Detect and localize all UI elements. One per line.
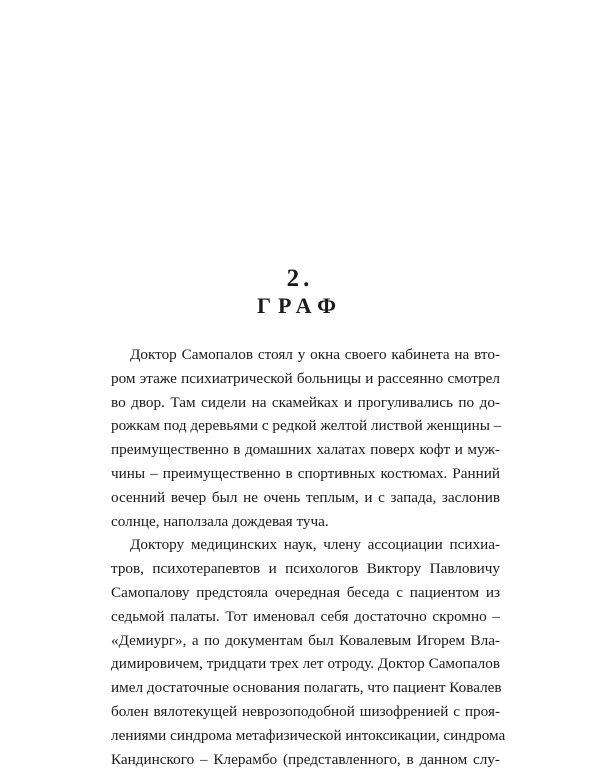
text-line: преимущественно в домашних халатах поверх кофт и муж- (111, 441, 500, 459)
text-line: Доктору медицинских наук, члену ассоциации психиа- (130, 536, 500, 554)
text-line: болен вялотекущей неврозоподобной шизофренией с проя- (111, 702, 500, 720)
text-line: Кандинского – Клерамбо (представленного, в данном слу- (111, 750, 500, 768)
chapter-title: ГРАФ (256, 293, 344, 318)
text-line: рожкам под деревьями с редкой желтой листвой женщины – (111, 417, 502, 435)
text-line: чины – преимущественно в спортивных костюмах. Ранний (111, 464, 500, 482)
text-line: димировичем, тридцати трех лет отроду. Доктор Самопалов (111, 655, 500, 673)
text-line: седьмой палаты. Тот именовал себя достаточно скромно – (111, 607, 500, 625)
text-line: осенний вечер был не очень теплым, и с запада, заслонив (111, 488, 500, 506)
text-line: Доктор Самопалов стоял у окна своего кабинета на вто- (130, 346, 500, 363)
text-line: имел достаточные основания полагать, что пациент Ковалев (111, 679, 502, 697)
text-line: тров, психотерапевтов и психологов Виктору Павловичу (111, 560, 500, 578)
text-line: лениями синдрома метафизической интоксикации, синдрома (111, 726, 506, 744)
chapter-number: 2. (286, 265, 314, 292)
text-line: «Демиург», а по документам был Ковалевым Игорем Вла- (111, 631, 500, 649)
text-line: ром этаже психиатрической больницы и рассеянно смотрел (111, 369, 500, 387)
text-line: Самопалову предстояла очередная беседа с пациентом из (111, 583, 500, 601)
body-text (111, 343, 506, 771)
text-line: солнце, наползала дождевая туча. (111, 512, 329, 530)
text-line: во двор. Там сидели на скамейках и прогуливались по до- (111, 393, 500, 411)
